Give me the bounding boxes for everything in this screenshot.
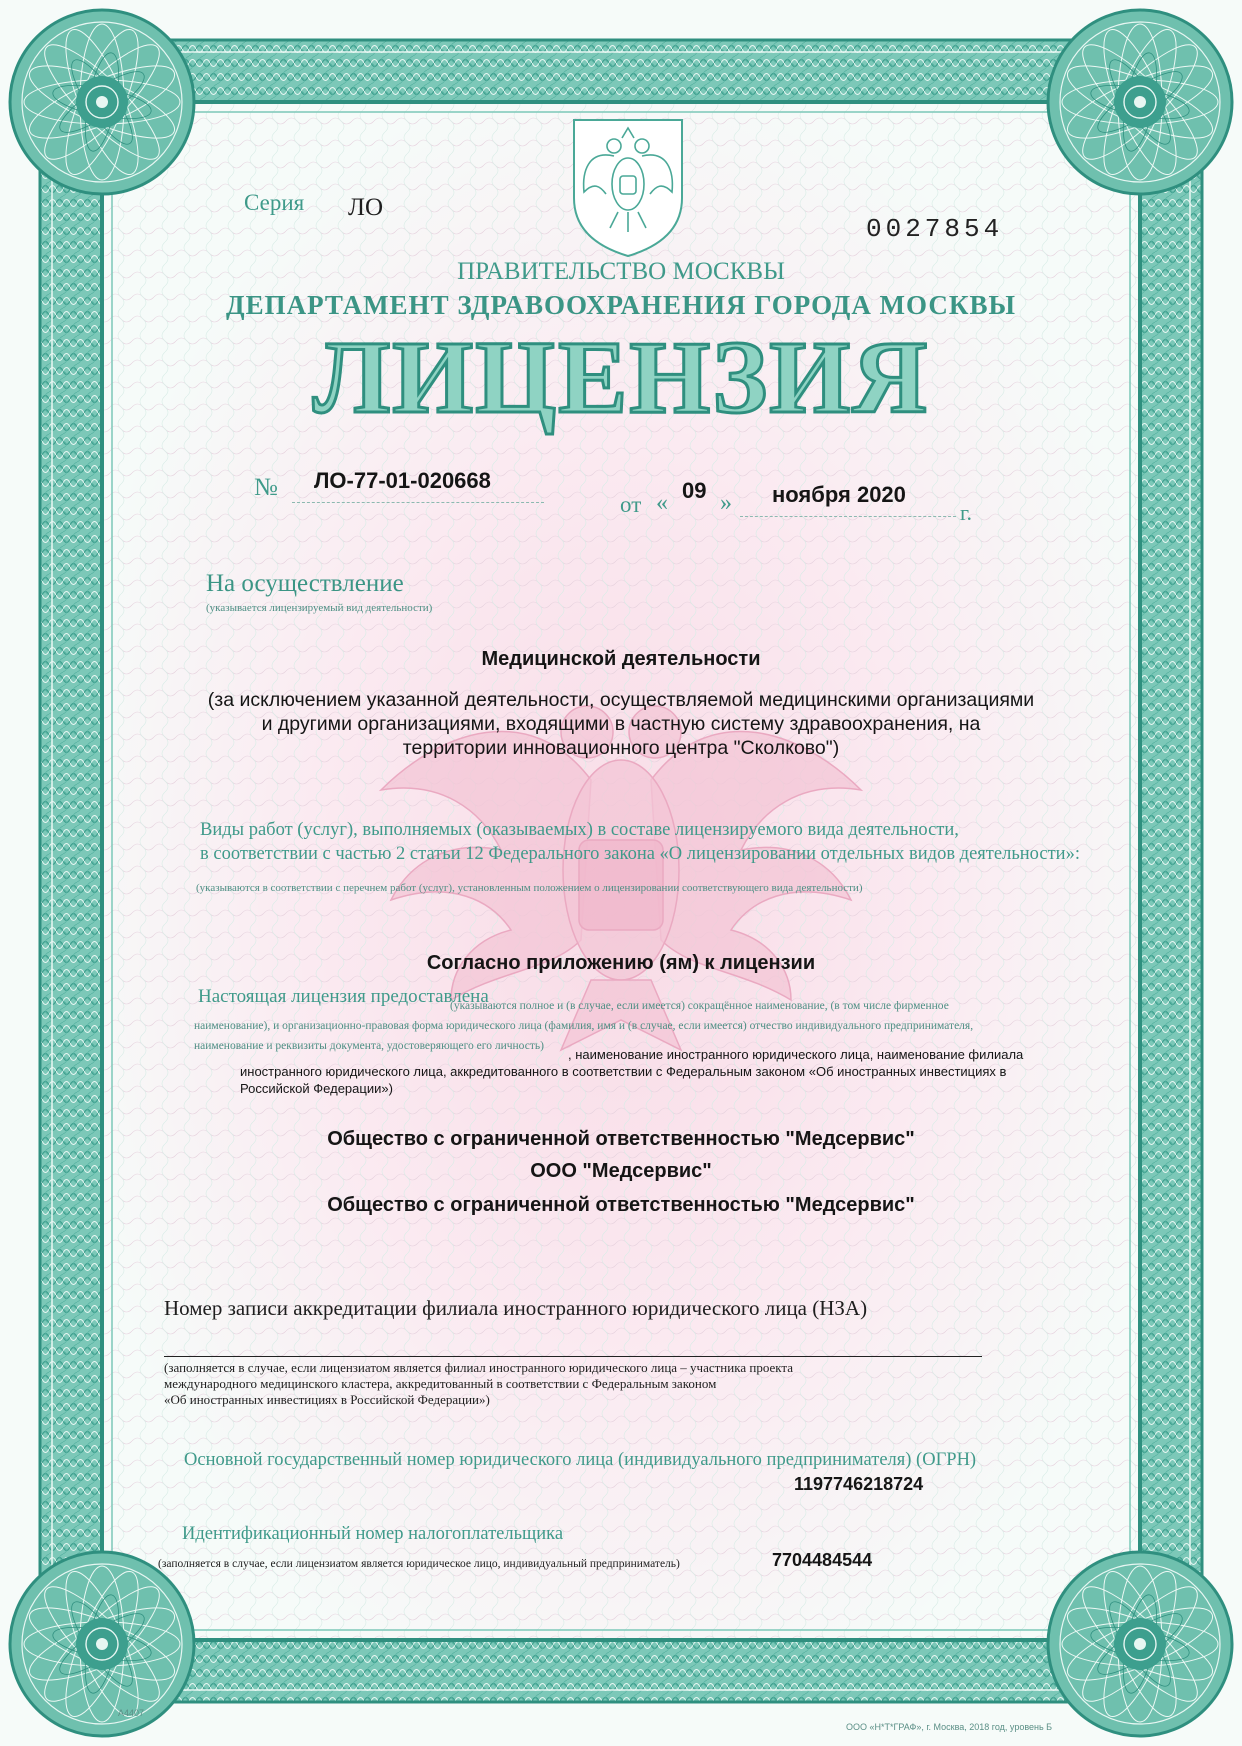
works-caption-line: Виды работ (услуг), выполняемых (оказываемых) в составе лицензируемого вида деятельности, xyxy=(200,820,959,840)
licensee-typed-note-line: Российской Федерации») xyxy=(240,1081,393,1096)
licensee-full-name: Общество с ограниченной ответственностью "Медсервис" xyxy=(327,1128,915,1150)
series-value: ЛО xyxy=(348,194,384,221)
nza-caption: Номер записи аккредитации филиала иностранного юридического лица (НЗА) xyxy=(164,1296,868,1320)
nza-value-line xyxy=(164,1356,982,1357)
blank-number: 0027854 xyxy=(866,214,1004,244)
activity-exclusion-line: и другими организациями, входящими в частную систему здравоохранения, на xyxy=(261,713,981,735)
works-note: (указываются в соответствии с перечнем работ (услуг), установленным положением о лицензировании соответствующего вида деятельности) xyxy=(196,882,863,894)
number-sign: № xyxy=(254,474,278,501)
series-label: Серия xyxy=(244,190,305,215)
license-title: ЛИЦЕНЗИЯ xyxy=(312,320,930,435)
activity-exclusion-line: территории инновационного центра "Сколково") xyxy=(402,737,840,759)
date-from-label: от xyxy=(620,492,642,517)
guilloche-rosette-icon xyxy=(1048,10,1232,194)
licensee-caption: Настоящая лицензия предоставлена xyxy=(198,986,489,1007)
nza-note-line: «Об иностранных инвестициях в Российской Федерации») xyxy=(164,1392,490,1407)
guilloche-rosette-icon xyxy=(1048,1552,1232,1736)
works-value: Согласно приложению (ям) к лицензии xyxy=(426,952,816,974)
number-underline xyxy=(292,502,544,503)
works-caption-line: в соответствии с частью 2 статьи 12 Федерального закона «О лицензировании отдельных видов деятельности»: xyxy=(200,844,1080,864)
nza-note xyxy=(164,1360,982,1408)
nza-note-line: международного медицинского кластера, аккредитованный в соответствии с Федеральным законом xyxy=(164,1376,717,1391)
activity-caption: На осуществление xyxy=(206,570,404,597)
activity-name: Медицинской деятельности xyxy=(481,648,761,670)
year-suffix: г. xyxy=(960,500,973,525)
inn-note: (заполняется в случае, если лицензиатом является юридическое лицо, индивидуальный предприниматель) xyxy=(158,1558,680,1570)
guilloche-rosette-icon xyxy=(10,10,194,194)
inn-caption: Идентификационный номер налогоплательщика xyxy=(182,1524,564,1544)
guilloche-rosette-icon xyxy=(10,1552,194,1736)
licensee-note-line: наименование), и организационно-правовая форма юридического лица (фамилия, имя и (в случае, если имеется) отчество индивидуального предпринимателя, xyxy=(194,1020,974,1032)
works-caption xyxy=(200,818,1080,866)
licensee-short-name: ООО "Медсервис" xyxy=(530,1160,712,1182)
activity-exclusion xyxy=(150,688,1092,760)
date-underline xyxy=(740,516,956,517)
license-number: ЛО-77-01-020668 xyxy=(314,468,491,493)
licensee-note-line: наименование и реквизиты документа, удостоверяющего его личность) xyxy=(194,1040,544,1052)
printer-imprint: ООО «Н*Т*ГРАФ», г. Москва, 2018 год, уровень Б xyxy=(846,1722,1053,1732)
issuer-department: ДЕПАРТАМЕНТ ЗДРАВООХРАНЕНИЯ ГОРОДА МОСКВЫ xyxy=(226,290,1016,320)
activity-caption-note: (указывается лицензируемый вид деятельности) xyxy=(206,602,433,614)
licensee-brand-name: Общество с ограниченной ответственностью "Медсервис" xyxy=(327,1194,915,1216)
coat-of-arms-icon xyxy=(574,120,682,256)
issuer-government: ПРАВИТЕЛЬСТВО МОСКВЫ xyxy=(457,258,785,285)
inn-value: 7704484544 xyxy=(772,1550,873,1570)
date-quote-close: » xyxy=(720,490,732,516)
date-quote-open: « xyxy=(656,490,668,516)
licensee-note-line: (указываются полное и (в случае, если имеется) сокращённое наименование, (в том числе фирменное xyxy=(450,1000,949,1012)
nza-note-line: (заполняется в случае, если лицензиатом является филиал иностранного юридического лица – участника проекта xyxy=(164,1360,793,1375)
activity-exclusion-line: (за исключением указанной деятельности, осуществляемой медицинскими организациями xyxy=(207,689,1035,711)
license-month-year: ноября 2020 xyxy=(772,482,906,507)
ogrn-value: 1197746218724 xyxy=(794,1474,924,1494)
form-code: А4407 xyxy=(118,1708,145,1718)
licensee-typed-note-line: , наименование иностранного юридического лица, наименование филиала xyxy=(568,1047,1024,1062)
license-day: 09 xyxy=(682,478,707,503)
licensee-typed-note-line: иностранного юридического лица, аккредитованного в соответствии с Федеральным законом «Об иностранных инвестициях в xyxy=(240,1064,1007,1079)
ogrn-caption: Основной государственный номер юридического лица (индивидуального предпринимателя) (ОГРН) xyxy=(184,1450,977,1470)
